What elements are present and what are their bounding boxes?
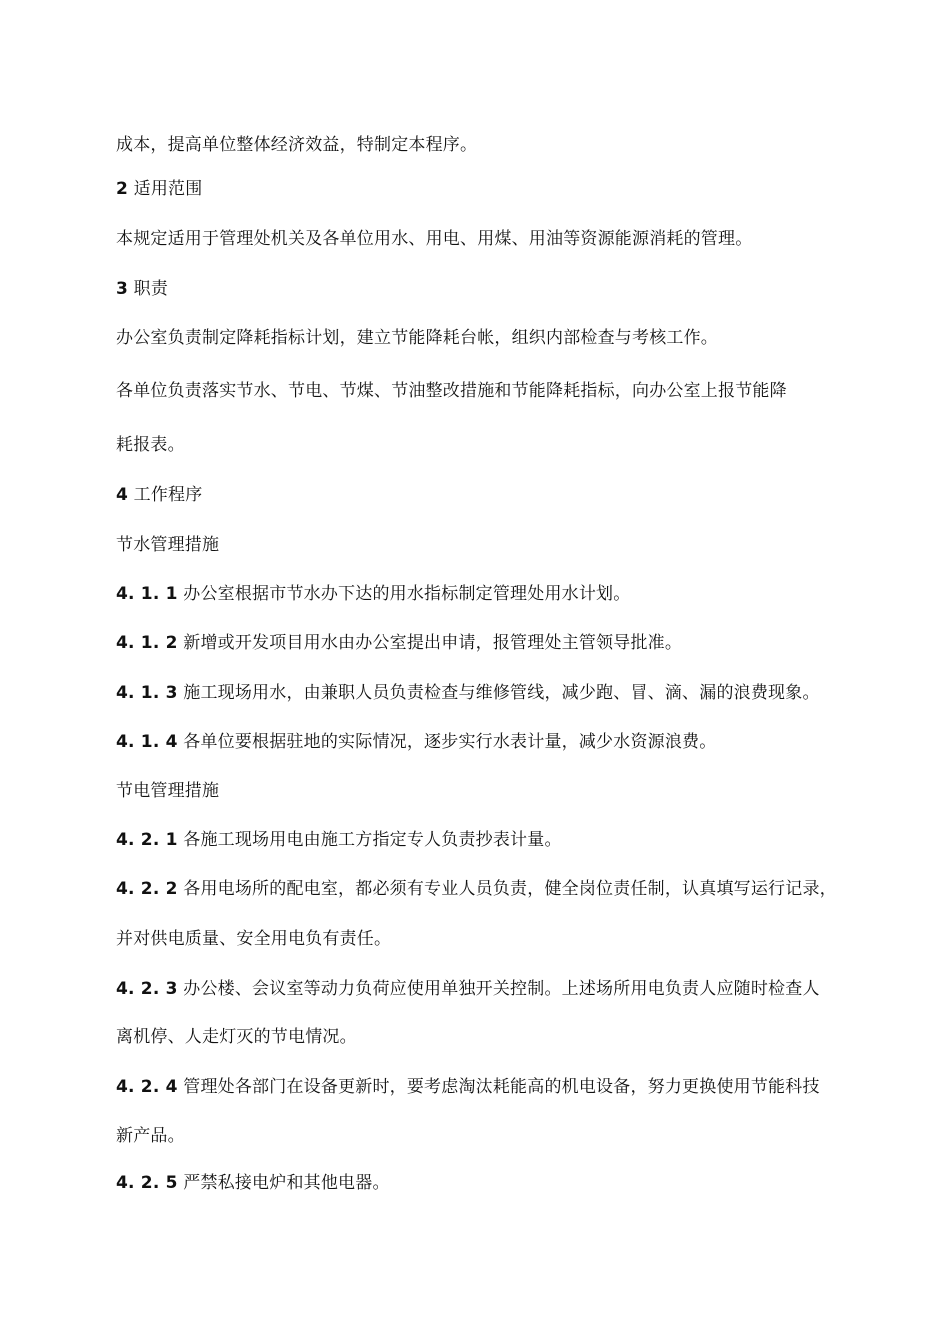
item-number: 4. 2. 2 (116, 879, 178, 899)
item-text: 严禁私接电炉和其他电器。 (183, 1173, 390, 1193)
numbered-item (116, 583, 630, 605)
line-text: 新产品。 (116, 1126, 185, 1146)
subsection-title: 节水管理措施 (116, 535, 220, 555)
numbered-item (116, 829, 562, 851)
line-text: 离机停、人走灯灭的节电情况。 (116, 1027, 357, 1047)
section-number: 3 (116, 279, 129, 299)
section-number: 4 (116, 485, 129, 505)
paragraph-line (116, 134, 477, 156)
subsection-heading (116, 780, 219, 802)
line-text: 办公室负责制定降耗指标计划，建立节能降耗台帐，组织内部检查与考核工作。 (116, 328, 718, 348)
item-number: 4. 2. 1 (116, 830, 178, 850)
item-number: 4. 1. 3 (116, 683, 178, 703)
item-number: 4. 1. 4 (116, 732, 178, 752)
item-text: 管理处各部门在设备更新时，要考虑淘汰耗能高的机电设备，努力更换使用节能科技 (183, 1077, 820, 1097)
numbered-item (116, 1076, 820, 1098)
paragraph-line (116, 928, 391, 950)
numbered-item (116, 632, 682, 654)
paragraph-line (116, 434, 185, 456)
numbered-item (116, 731, 716, 753)
section-title: 工作程序 (133, 485, 203, 505)
paragraph-line (116, 1125, 185, 1147)
numbered-item (116, 978, 820, 1000)
item-text: 各用电场所的配电室，都必须有专业人员负责，健全岗位责任制，认真填写运行记录， (183, 879, 837, 899)
item-number: 4. 2. 4 (116, 1077, 178, 1097)
line-text: 各单位负责落实节水、节电、节煤、节油整改措施和节能降耗指标，向办公室上报节能降 (116, 381, 787, 401)
paragraph-line (116, 228, 752, 250)
item-number: 4. 1. 1 (116, 584, 178, 604)
section-heading (116, 484, 202, 506)
line-text: 本规定适用于管理处机关及各单位用水、用电、用煤、用油等资源能源消耗的管理。 (116, 229, 753, 249)
line-text: 耗报表。 (116, 435, 185, 455)
item-text: 新增或开发项目用水由办公室提出申请，报管理处主管领导批准。 (183, 633, 683, 653)
paragraph-line (116, 327, 718, 349)
item-text: 各单位要根据驻地的实际情况，逐步实行水表计量，减少水资源浪费。 (183, 732, 717, 752)
section-heading (116, 178, 202, 200)
paragraph-line (116, 380, 787, 402)
item-number: 4. 1. 2 (116, 633, 178, 653)
numbered-item (116, 682, 820, 704)
line-text: 并对供电质量、安全用电负有责任。 (116, 929, 392, 949)
section-heading (116, 278, 168, 300)
item-text: 办公室根据市节水办下达的用水指标制定管理处用水计划。 (183, 584, 631, 604)
item-text: 施工现场用水，由兼职人员负责检查与维修管线，减少跑、冒、滴、漏的浪费现象。 (183, 683, 820, 703)
subsection-title: 节电管理措施 (116, 781, 220, 801)
numbered-item (116, 878, 837, 900)
section-number: 2 (116, 179, 129, 199)
section-title: 适用范围 (133, 179, 203, 199)
numbered-item (116, 1172, 390, 1194)
item-number: 4. 2. 3 (116, 979, 178, 999)
paragraph-line (116, 1026, 357, 1048)
item-text: 办公楼、会议室等动力负荷应使用单独开关控制。上述场所用电负责人应随时检查人 (183, 979, 820, 999)
item-text: 各施工现场用电由施工方指定专人负责抄表计量。 (183, 830, 562, 850)
section-title: 职责 (133, 279, 169, 299)
item-number: 4. 2. 5 (116, 1173, 178, 1193)
line-text: 成本，提高单位整体经济效益，特制定本程序。 (116, 135, 478, 155)
subsection-heading (116, 534, 219, 556)
